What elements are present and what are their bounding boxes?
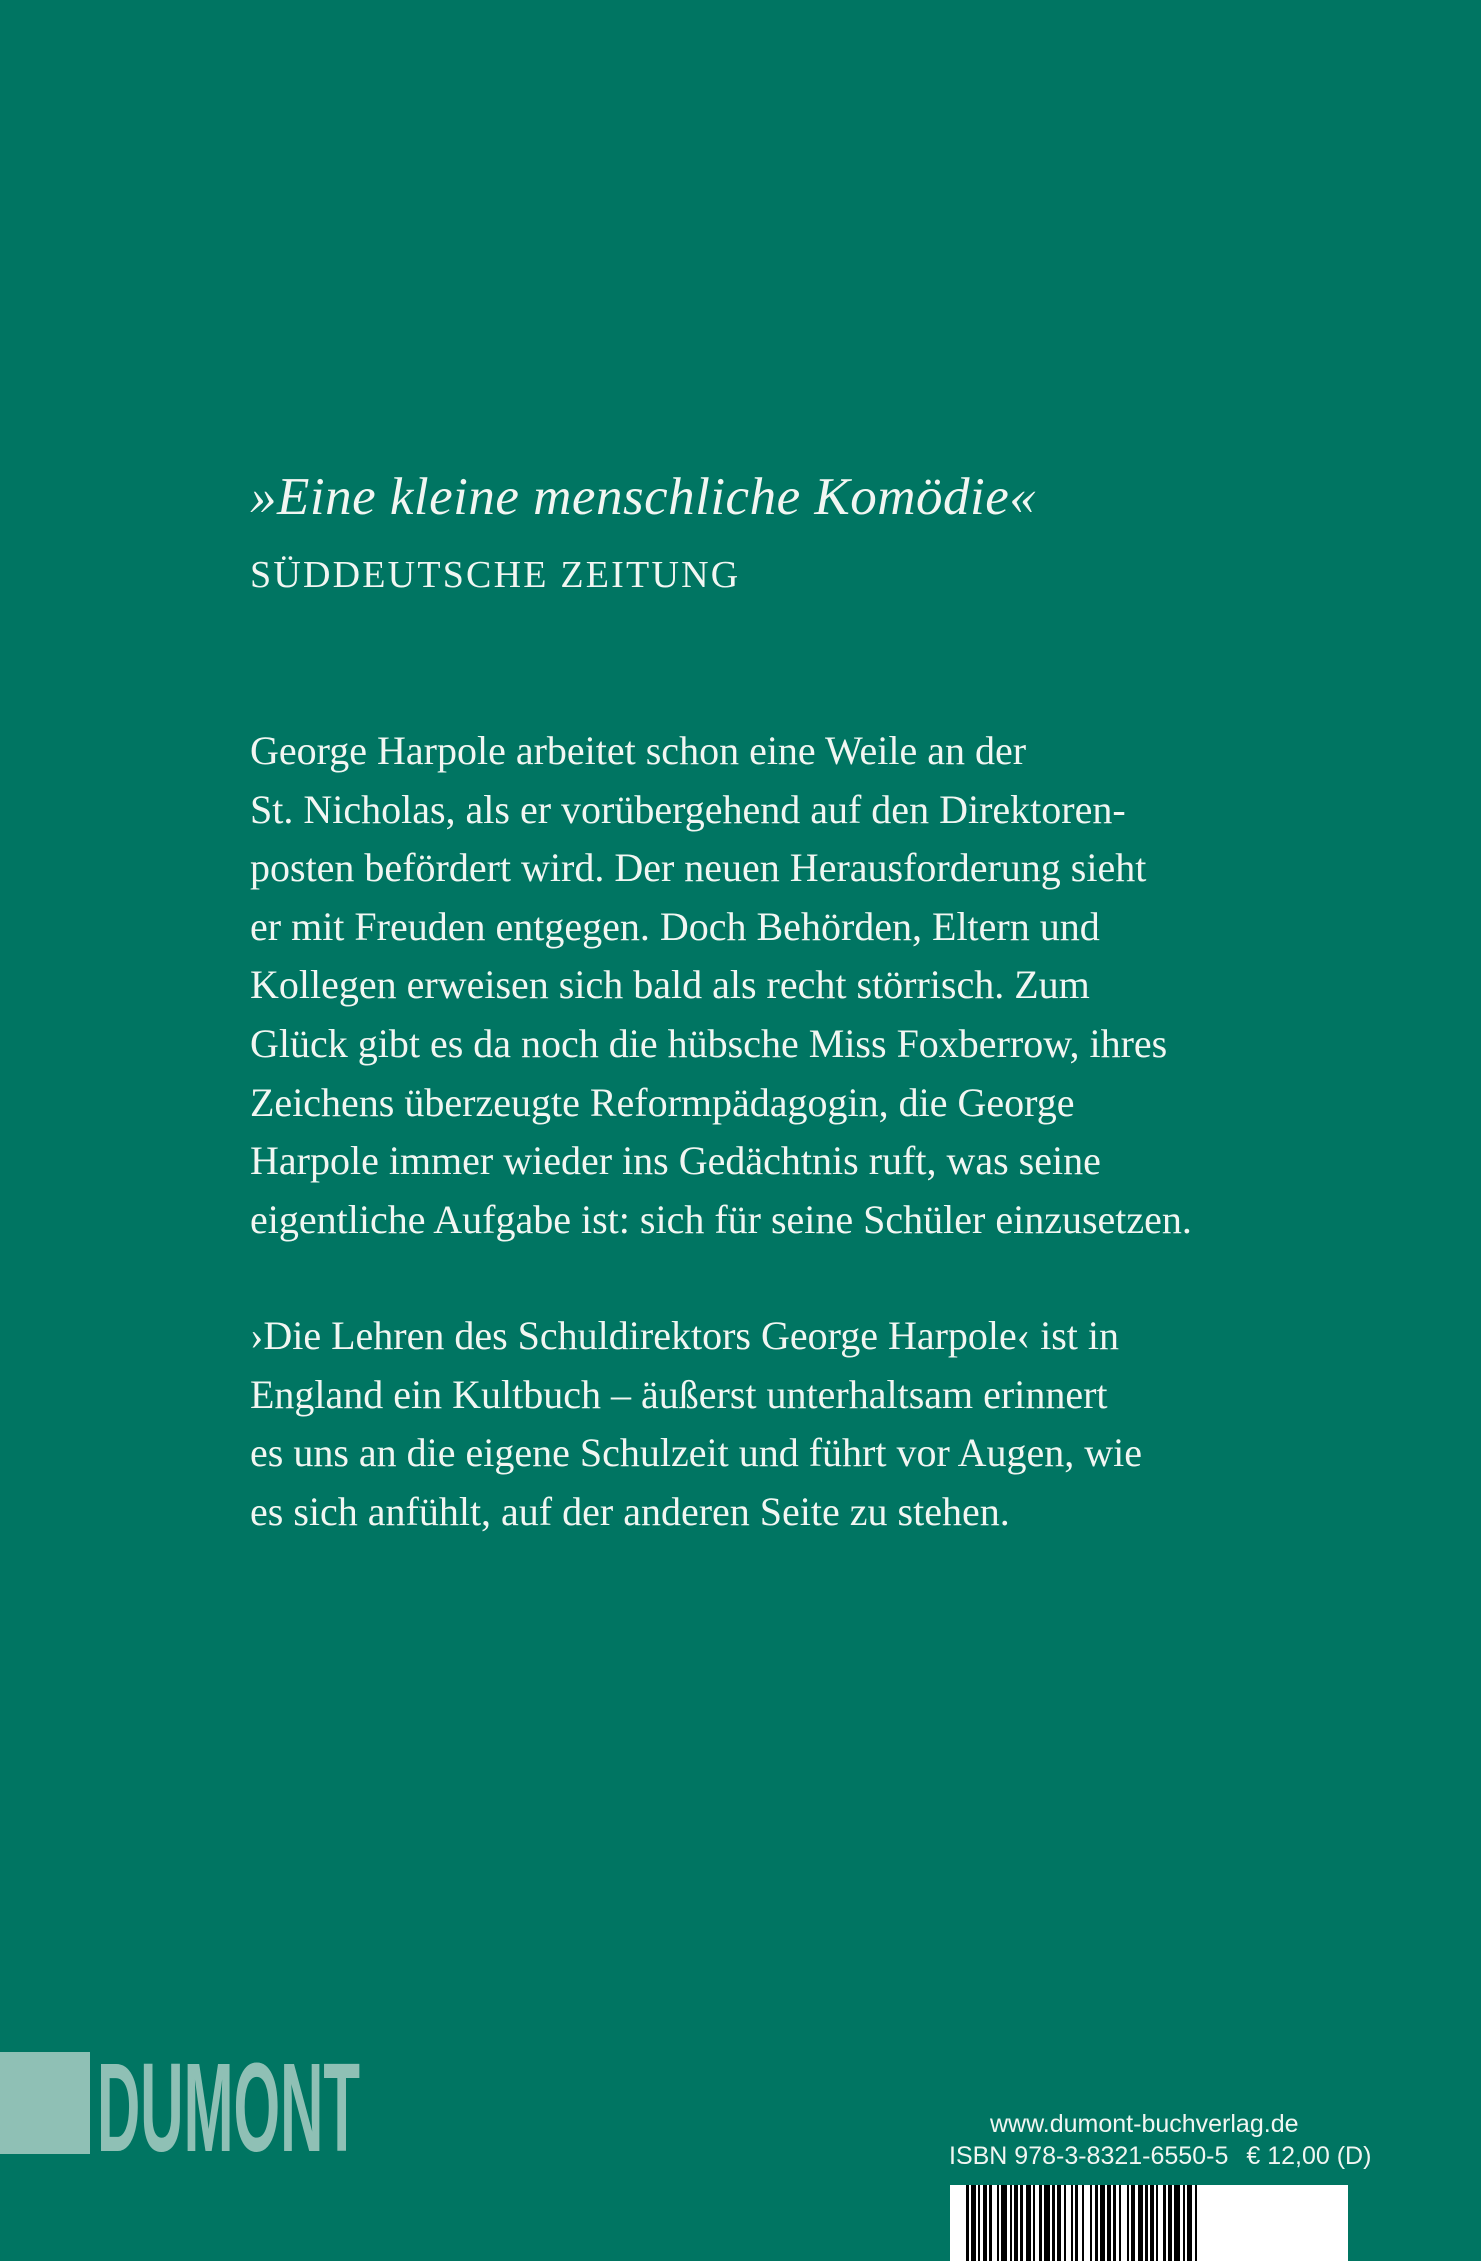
barcode-bar <box>1163 2185 1166 2261</box>
barcode-bar <box>1156 2185 1158 2261</box>
barcode-bar <box>1057 2185 1061 2261</box>
barcode-bar <box>1138 2185 1143 2261</box>
barcode-bar <box>997 2185 999 2261</box>
blurb-paragraph <box>250 1307 1380 1541</box>
blurb-line: ›Die Lehren des Schuldirektors George Harpole‹ ist in <box>250 1313 1120 1358</box>
barcode-bar <box>1075 2185 1078 2261</box>
blurb-line: Harpole immer wieder ins Gedächtnis ruft, was seine <box>250 1138 1101 1184</box>
isbn-price-line <box>949 2140 1371 2172</box>
logo-block <box>0 2052 90 2154</box>
barcode-bar <box>989 2185 992 2261</box>
publisher-website: www.dumont-buchverlag.de <box>990 2110 1299 2138</box>
barcode-bar <box>1195 2185 1197 2261</box>
blurb-line: eigentliche Aufgabe ist: sich für seine Schüler einzusetzen. <box>250 1196 1192 1242</box>
barcode-bar <box>1131 2185 1135 2261</box>
blurb-paragraph <box>250 722 1380 1249</box>
barcode-bar <box>1107 2185 1111 2261</box>
barcode-bar <box>1183 2185 1185 2261</box>
price: € 12,00 (D) <box>1246 2142 1372 2170</box>
blurb-line: Kollegen erweisen sich bald als recht störrisch. Zum <box>250 962 1090 1008</box>
barcode-bar <box>1064 2185 1066 2261</box>
isbn-number: ISBN 978-3-8321-6550-5 <box>949 2142 1229 2170</box>
barcode-bar <box>1010 2185 1012 2261</box>
barcode-bar <box>1052 2185 1055 2261</box>
barcode-bar <box>1150 2185 1154 2261</box>
publisher-logo <box>0 2037 362 2178</box>
blurb-line: Glück gibt es da noch die hübsche Miss Foxberrow, ihres <box>250 1020 1168 1066</box>
barcode-bar <box>1033 2185 1035 2261</box>
blurb-line: St. Nicholas, als er vorübergehend auf den Direktoren- <box>250 786 1126 832</box>
blurb-line: George Harpole arbeitet schon eine Weile an der <box>250 728 1027 773</box>
barcode-bar <box>1095 2185 1098 2261</box>
barcode-bar <box>1127 2185 1129 2261</box>
barcode-bar <box>983 2185 987 2261</box>
blurb-line: posten befördert wird. Der neuen Herausforderung sieht <box>250 845 1147 891</box>
blurb-line: es uns an die eigene Schulzeit und führt vor Augen, wie <box>250 1430 1142 1476</box>
blurb-line: es sich anfühlt, auf der anderen Seite zu stehen. <box>250 1488 1010 1534</box>
barcode-bar <box>1071 2185 1073 2261</box>
barcode-bar <box>1090 2185 1092 2261</box>
barcode-bar <box>1100 2185 1105 2261</box>
barcode-bar <box>1113 2185 1116 2261</box>
review-source: SÜDDEUTSCHE ZEITUNG <box>250 554 741 596</box>
barcode-bar <box>971 2185 976 2261</box>
barcode-bar <box>966 2185 969 2261</box>
barcode-bar <box>1001 2185 1007 2261</box>
blurb-line: Zeichens überzeugte Reformpädagogin, die George <box>250 1079 1075 1125</box>
barcode-bar <box>1082 2185 1084 2261</box>
logo-wordmark <box>97 2037 362 2178</box>
barcode-bar <box>1119 2185 1121 2261</box>
blurb-line: er mit Freuden entgegen. Doch Behörden, Eltern und <box>250 903 1100 949</box>
barcode-bar <box>1020 2185 1023 2261</box>
barcode-bar <box>1039 2185 1042 2261</box>
barcode-icon <box>950 2185 1348 2261</box>
barcode-bar <box>1174 2185 1180 2261</box>
barcode-bar <box>1187 2185 1192 2261</box>
barcode-bar <box>1014 2185 1018 2261</box>
barcode-bar <box>1145 2185 1148 2261</box>
barcode-bar <box>1044 2185 1050 2261</box>
svg-text:DUMONT: DUMONT <box>97 2037 360 2178</box>
barcode-bar <box>1168 2185 1172 2261</box>
barcode-bar <box>978 2185 980 2261</box>
barcode-bar <box>1026 2185 1031 2261</box>
review-quote: »Eine kleine menschliche Komödie« <box>250 468 1037 526</box>
blurb-line: England ein Kultbuch – äußerst unterhaltsam erinnert <box>250 1371 1108 1417</box>
